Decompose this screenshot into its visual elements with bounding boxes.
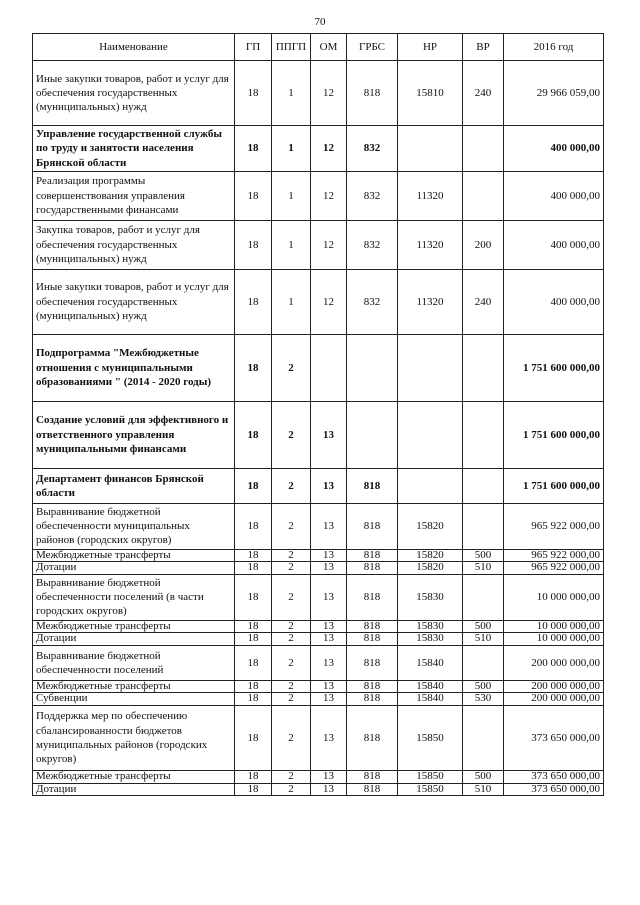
row-om: 12: [311, 269, 347, 334]
row-name: Субвенции: [33, 693, 235, 706]
row-om: 13: [311, 680, 347, 693]
row-amount: 1 751 600 000,00: [504, 334, 604, 401]
table-row: [33, 562, 604, 575]
table-row: [33, 171, 604, 220]
row-nr: 11320: [398, 220, 463, 269]
row-om: 12: [311, 171, 347, 220]
row-gp: 18: [235, 574, 272, 620]
row-vr: 500: [463, 680, 504, 693]
row-gp: 18: [235, 220, 272, 269]
row-om: 12: [311, 220, 347, 269]
row-amount: 200 000 000,00: [504, 693, 604, 706]
row-gp: 18: [235, 645, 272, 680]
row-amount: 400 000,00: [504, 171, 604, 220]
row-name: Иные закупки товаров, работ и услуг для обеспечения государственных (муниципальных) нужд: [33, 269, 235, 334]
table-row: [33, 503, 604, 549]
table-row: [33, 334, 604, 401]
row-grbs: 818: [347, 705, 398, 770]
row-amount: 400 000,00: [504, 126, 604, 172]
row-ppgp: 2: [272, 645, 311, 680]
row-vr: 500: [463, 549, 504, 562]
row-amount: 965 922 000,00: [504, 562, 604, 575]
row-amount: 29 966 059,00: [504, 61, 604, 126]
row-vr: [463, 334, 504, 401]
row-name: Поддержка мер по обеспечению сбалансированности бюджетов муниципальных районов (городских округов): [33, 705, 235, 770]
row-om: 13: [311, 770, 347, 783]
row-amount: 1 751 600 000,00: [504, 401, 604, 468]
row-nr: 11320: [398, 269, 463, 334]
row-gp: 18: [235, 549, 272, 562]
row-vr: 500: [463, 620, 504, 633]
row-om: 13: [311, 562, 347, 575]
row-vr: [463, 574, 504, 620]
column-header-name: Наименование: [33, 34, 235, 61]
row-om: 13: [311, 705, 347, 770]
row-nr: 15820: [398, 503, 463, 549]
row-amount: 373 650 000,00: [504, 783, 604, 796]
row-om: 12: [311, 126, 347, 172]
row-gp: 18: [235, 693, 272, 706]
row-grbs: 818: [347, 503, 398, 549]
row-ppgp: 2: [272, 705, 311, 770]
row-name: Межбюджетные трансферты: [33, 770, 235, 783]
row-nr: 15830: [398, 620, 463, 633]
column-header-grbs: ГРБС: [347, 34, 398, 61]
row-gp: 18: [235, 633, 272, 646]
row-amount: 10 000 000,00: [504, 574, 604, 620]
row-nr: 15840: [398, 680, 463, 693]
row-gp: 18: [235, 171, 272, 220]
row-om: 12: [311, 61, 347, 126]
row-amount: 10 000 000,00: [504, 633, 604, 646]
row-om: 13: [311, 574, 347, 620]
row-vr: 510: [463, 783, 504, 796]
row-om: 13: [311, 468, 347, 503]
table-row: [33, 574, 604, 620]
row-name: Дотации: [33, 783, 235, 796]
row-nr: 15850: [398, 770, 463, 783]
row-grbs: 832: [347, 220, 398, 269]
row-name: Реализация программы совершенствования управления государственными финансами: [33, 171, 235, 220]
table-row: [33, 783, 604, 796]
row-gp: 18: [235, 503, 272, 549]
row-gp: 18: [235, 562, 272, 575]
row-ppgp: 1: [272, 171, 311, 220]
column-header-ppgp: ППГП: [272, 34, 311, 61]
row-amount: 965 922 000,00: [504, 503, 604, 549]
row-ppgp: 2: [272, 468, 311, 503]
row-ppgp: 2: [272, 574, 311, 620]
row-om: 13: [311, 401, 347, 468]
column-header-gp: ГП: [235, 34, 272, 61]
row-ppgp: 1: [272, 269, 311, 334]
row-om: 13: [311, 620, 347, 633]
row-grbs: 818: [347, 620, 398, 633]
row-name: Подпрограмма "Межбюджетные отношения с муниципальными образованиями " (2014 - 2020 годы): [33, 334, 235, 401]
row-om: [311, 334, 347, 401]
column-header-year: 2016 год: [504, 34, 604, 61]
row-nr: [398, 126, 463, 172]
column-header-om: ОМ: [311, 34, 347, 61]
row-vr: 530: [463, 693, 504, 706]
row-grbs: 832: [347, 126, 398, 172]
row-vr: [463, 705, 504, 770]
row-grbs: 818: [347, 562, 398, 575]
row-ppgp: 2: [272, 770, 311, 783]
row-om: 13: [311, 693, 347, 706]
row-grbs: 818: [347, 633, 398, 646]
row-gp: 18: [235, 705, 272, 770]
row-name: Департамент финансов Брянской области: [33, 468, 235, 503]
row-gp: 18: [235, 334, 272, 401]
row-ppgp: 2: [272, 401, 311, 468]
column-header-vr: ВР: [463, 34, 504, 61]
row-vr: [463, 645, 504, 680]
row-ppgp: 2: [272, 783, 311, 796]
row-grbs: 818: [347, 549, 398, 562]
row-name: Выравнивание бюджетной обеспеченности поселений (в части городских округов): [33, 574, 235, 620]
row-ppgp: 1: [272, 61, 311, 126]
row-grbs: 832: [347, 171, 398, 220]
row-vr: 200: [463, 220, 504, 269]
row-vr: 500: [463, 770, 504, 783]
row-vr: [463, 171, 504, 220]
row-grbs: 818: [347, 783, 398, 796]
row-vr: [463, 503, 504, 549]
row-name: Дотации: [33, 633, 235, 646]
table-row: [33, 401, 604, 468]
row-nr: 15830: [398, 633, 463, 646]
row-ppgp: 2: [272, 503, 311, 549]
row-gp: 18: [235, 269, 272, 334]
row-vr: [463, 126, 504, 172]
table-row: [33, 633, 604, 646]
row-om: 13: [311, 503, 347, 549]
row-amount: 400 000,00: [504, 269, 604, 334]
row-nr: [398, 468, 463, 503]
table-row: [33, 220, 604, 269]
row-vr: [463, 401, 504, 468]
row-grbs: 818: [347, 680, 398, 693]
row-gp: 18: [235, 61, 272, 126]
row-grbs: [347, 334, 398, 401]
budget-table: [32, 33, 604, 796]
row-amount: 400 000,00: [504, 220, 604, 269]
row-gp: 18: [235, 620, 272, 633]
row-ppgp: 2: [272, 633, 311, 646]
row-ppgp: 2: [272, 562, 311, 575]
row-name: Закупка товаров, работ и услуг для обеспечения государственных (муниципальных) нужд: [33, 220, 235, 269]
row-vr: 510: [463, 633, 504, 646]
row-vr: 240: [463, 269, 504, 334]
header-row: [33, 34, 604, 61]
row-nr: 15830: [398, 574, 463, 620]
row-name: Иные закупки товаров, работ и услуг для обеспечения государственных (муниципальных) нужд: [33, 61, 235, 126]
table-row: [33, 705, 604, 770]
row-ppgp: 2: [272, 680, 311, 693]
row-nr: 15840: [398, 645, 463, 680]
row-gp: 18: [235, 783, 272, 796]
row-gp: 18: [235, 468, 272, 503]
row-name: Выравнивание бюджетной обеспеченности поселений: [33, 645, 235, 680]
row-name: Дотации: [33, 562, 235, 575]
row-ppgp: 2: [272, 620, 311, 633]
row-gp: 18: [235, 401, 272, 468]
row-gp: 18: [235, 680, 272, 693]
row-vr: 240: [463, 61, 504, 126]
row-nr: 15840: [398, 693, 463, 706]
row-om: 13: [311, 633, 347, 646]
row-amount: 373 650 000,00: [504, 770, 604, 783]
row-grbs: 818: [347, 645, 398, 680]
row-grbs: 818: [347, 468, 398, 503]
row-amount: 373 650 000,00: [504, 705, 604, 770]
table-row: [33, 549, 604, 562]
table-row: [33, 620, 604, 633]
row-ppgp: 2: [272, 549, 311, 562]
row-nr: [398, 334, 463, 401]
row-name: Межбюджетные трансферты: [33, 549, 235, 562]
row-ppgp: 2: [272, 334, 311, 401]
row-grbs: 818: [347, 693, 398, 706]
row-name: Создание условий для эффективного и ответственного управления муниципальными финансами: [33, 401, 235, 468]
table-row: [33, 61, 604, 126]
row-ppgp: 2: [272, 693, 311, 706]
table-row: [33, 468, 604, 503]
row-name: Межбюджетные трансферты: [33, 620, 235, 633]
row-nr: [398, 401, 463, 468]
row-grbs: 818: [347, 61, 398, 126]
row-name: Межбюджетные трансферты: [33, 680, 235, 693]
row-ppgp: 1: [272, 220, 311, 269]
row-nr: 15820: [398, 549, 463, 562]
row-nr: 11320: [398, 171, 463, 220]
row-om: 13: [311, 549, 347, 562]
row-grbs: 832: [347, 269, 398, 334]
row-grbs: 818: [347, 574, 398, 620]
page-number: 70: [314, 16, 326, 28]
table-row: [33, 126, 604, 172]
row-name: Управление государственной службы по труду и занятости населения Брянской области: [33, 126, 235, 172]
row-name: Выравнивание бюджетной обеспеченности муниципальных районов (городских округов): [33, 503, 235, 549]
row-nr: 15810: [398, 61, 463, 126]
row-amount: 200 000 000,00: [504, 680, 604, 693]
row-amount: 965 922 000,00: [504, 549, 604, 562]
row-amount: 10 000 000,00: [504, 620, 604, 633]
table-row: [33, 645, 604, 680]
row-nr: 15850: [398, 783, 463, 796]
row-amount: 1 751 600 000,00: [504, 468, 604, 503]
row-vr: [463, 468, 504, 503]
row-ppgp: 1: [272, 126, 311, 172]
row-amount: 200 000 000,00: [504, 645, 604, 680]
table-row: [33, 269, 604, 334]
row-gp: 18: [235, 770, 272, 783]
row-vr: 510: [463, 562, 504, 575]
table-row: [33, 770, 604, 783]
table-row: [33, 693, 604, 706]
row-grbs: 818: [347, 770, 398, 783]
row-nr: 15820: [398, 562, 463, 575]
row-gp: 18: [235, 126, 272, 172]
row-nr: 15850: [398, 705, 463, 770]
column-header-nr: НР: [398, 34, 463, 61]
row-om: 13: [311, 645, 347, 680]
table-row: [33, 680, 604, 693]
row-grbs: [347, 401, 398, 468]
row-om: 13: [311, 783, 347, 796]
